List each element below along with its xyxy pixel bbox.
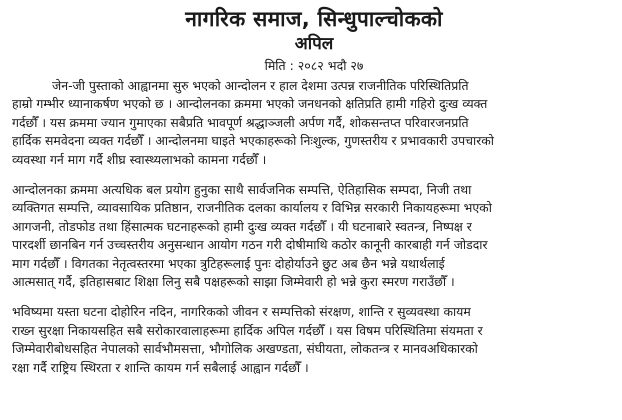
paragraph-line: माग गर्दछौँ । विगतका नेतृत्वस्तरमा भएका त्रुटिहरूलाई पुनः दोहोर्याउने छुट अब छैन भन्ने यथार्थलाई bbox=[12, 255, 445, 271]
paragraph-line: हाम्रो गम्भीर ध्यानाकर्षण भएको छ । आन्दोलनका क्रममा भएको जनधनको क्षतिप्रति हामी गहिरो दुःख व्यक्त bbox=[12, 96, 488, 112]
paragraph-line: हार्दिक समवेदना व्यक्त गर्दछौँ । आन्दोलनमा घाइते भएकाहरूको निःशुल्क, गुणस्तरीय र प्रभावकारी उपचारको bbox=[12, 133, 495, 149]
paragraph-line: व्यवस्था गर्न माग गर्दै शीघ्र स्वास्थ्यलाभको कामना गर्दछौँ । bbox=[12, 151, 267, 167]
paragraph-line: रक्षा गर्दै राष्ट्रिय स्थिरता र शान्ति कायम गर्न सबैलाई आह्वान गर्दछौँ । bbox=[12, 359, 309, 375]
paragraph-line: भविष्यमा यस्ता घटना दोहोरिन नदिन, नागरिकको जीवन र सम्पत्तिको संरक्षण, शान्ति र सुव्यवस्था कायम bbox=[12, 304, 471, 320]
paragraph-line: पारदर्शी छानबिन गर्न उच्चस्तरीय अनुसन्धान आयोग गठन गरी दोषीमाथि कठोर कानूनी कारबाही गर्न जोडदार bbox=[12, 237, 488, 253]
paragraph-2 bbox=[12, 181, 616, 291]
document-subtitle: अपिल bbox=[294, 34, 334, 54]
paragraph-line: राख्न सुरक्षा निकायसहित सबै सरोकारवालाहरूमा हार्दिक अपिल गर्दछौँ । यस विषम परिस्थितिमा संयमता र bbox=[12, 322, 483, 338]
paragraph-3 bbox=[12, 303, 616, 377]
paragraph-line: आत्मसात् गर्दै, इतिहासबाट शिक्षा लिनु सबै पक्षहरूको साझा जिम्मेवारी हो भन्ने कुरा स्मरण गराउँछौँ । bbox=[12, 274, 455, 290]
paragraph-line: आगजनी, तोडफोड तथा हिंसात्मक घटनाहरूको हामी दुःख व्यक्त गर्दछौँ । यी घटनाबारे स्वतन्त्र, निष्पक्ष र bbox=[12, 218, 472, 234]
paragraph-line: जिम्मेवारीबोधसहित नेपालको सार्वभौमसत्ता, भौगोलिक अखण्डता, संघीयता, लोकतन्त्र र मानवअधिकारको bbox=[12, 341, 478, 357]
paragraph-1 bbox=[12, 77, 616, 169]
document-date: मिति : २०८२ भदौ २७ bbox=[264, 58, 364, 73]
paragraph-line: जेन-जी पुस्ताको आह्वानमा सुरु भएको आन्दोलन र हाल देशमा उत्पन्न राजनीतिक परिस्थितिप्रति bbox=[52, 78, 469, 93]
paragraph-line: गर्दछौँ । यस क्रममा ज्यान गुमाएका सबैप्रति भावपूर्ण श्रद्धाञ्जली अर्पण गर्दै, शोकसन्तप्त परिवारजनप्रति bbox=[12, 114, 469, 130]
paragraph-line: आन्दोलनका क्रममा अत्यधिक बल प्रयोग हुनुका साथै सार्वजनिक सम्पत्ति, ऐतिहासिक सम्पदा, निजी तथा bbox=[12, 182, 472, 198]
document-title: नागरिक समाज, सिन्धुपाल्चोकको bbox=[185, 7, 443, 31]
paragraph-line: व्यक्तिगत सम्पत्ति, व्यावसायिक प्रतिष्ठान, राजनीतिक दलका कार्यालय र विभिन्न सरकारी निकायहरूमा भएको bbox=[12, 200, 492, 216]
